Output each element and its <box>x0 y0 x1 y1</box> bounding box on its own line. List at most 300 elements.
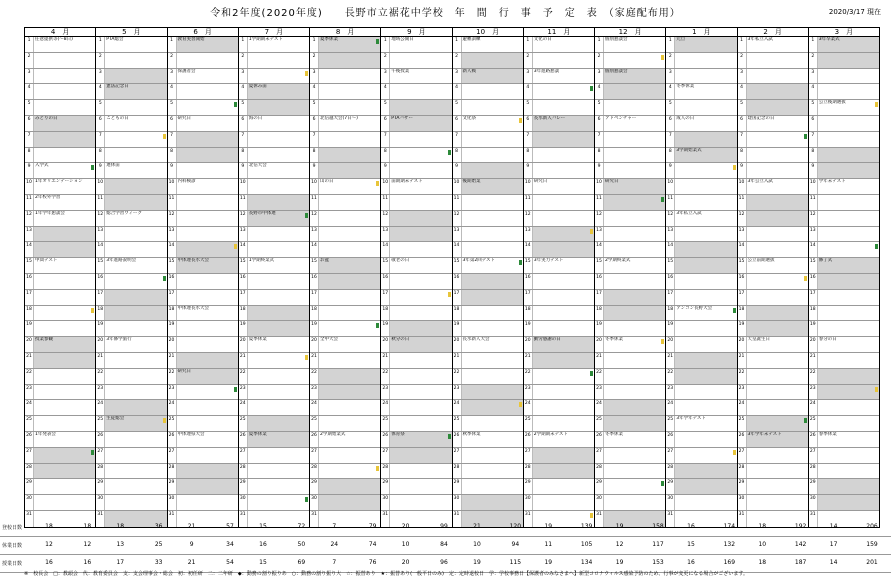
marker-icon <box>733 308 736 313</box>
day-number: 28 <box>168 464 177 479</box>
day-number: 25 <box>25 416 34 431</box>
day-number: 27 <box>168 448 177 463</box>
day-events <box>604 148 665 163</box>
day-number: 22 <box>666 369 675 384</box>
day-number: 24 <box>168 400 177 415</box>
day-row <box>453 337 523 353</box>
stats-value: 11 <box>544 541 553 548</box>
day-events <box>248 432 309 447</box>
day-row <box>524 211 594 227</box>
day-row <box>595 353 665 369</box>
month-column <box>168 28 239 527</box>
day-events <box>105 479 166 494</box>
event-text: お盆 <box>320 258 329 264</box>
day-row <box>738 400 808 416</box>
stats-value: 139 <box>580 523 593 530</box>
day-row <box>595 479 665 495</box>
day-number: 28 <box>453 464 462 479</box>
day-events <box>34 211 95 226</box>
day-number: 7 <box>809 132 818 147</box>
day-events <box>604 163 665 178</box>
day-number: 27 <box>524 448 533 463</box>
day-events <box>105 148 166 163</box>
day-number: 28 <box>524 464 533 479</box>
day-events <box>390 258 451 273</box>
day-row <box>168 416 238 432</box>
day-events <box>462 163 523 178</box>
day-events <box>319 53 380 68</box>
event-text: 全中大会 <box>320 337 338 343</box>
day-events <box>818 321 879 336</box>
day-number: 18 <box>96 306 105 321</box>
day-number: 5 <box>809 100 818 115</box>
day-row <box>453 321 523 337</box>
day-number: 7 <box>738 132 747 147</box>
day-events <box>177 274 238 289</box>
day-events <box>747 195 808 210</box>
day-row <box>809 84 879 100</box>
event-text: 保護者会 <box>177 68 196 74</box>
day-row <box>524 274 594 290</box>
day-number: 4 <box>453 84 462 99</box>
day-row <box>666 37 736 53</box>
day-number: 29 <box>524 479 533 494</box>
event-text: 公立後期選抜 <box>818 100 846 106</box>
day-number: 23 <box>239 385 248 400</box>
day-row <box>809 69 879 85</box>
day-events <box>390 148 451 163</box>
day-number: 22 <box>809 369 818 384</box>
day-row <box>239 321 309 337</box>
day-number: 18 <box>738 306 747 321</box>
day-number: 5 <box>666 100 675 115</box>
day-events <box>747 353 808 368</box>
day-events <box>533 84 594 99</box>
day-events <box>747 369 808 384</box>
day-number: 8 <box>381 148 390 163</box>
day-row <box>25 274 95 290</box>
day-events <box>462 242 523 257</box>
day-row <box>666 369 736 385</box>
day-events <box>604 416 665 431</box>
day-number: 7 <box>168 132 177 147</box>
day-events <box>675 416 736 431</box>
day-events <box>747 464 808 479</box>
day-row <box>809 179 879 195</box>
day-row <box>738 53 808 69</box>
event-text: 後期始業 <box>462 179 481 185</box>
day-number: 15 <box>96 258 105 273</box>
day-row <box>524 464 594 480</box>
day-row <box>666 100 736 116</box>
day-number: 27 <box>809 448 818 463</box>
day-events <box>747 432 808 447</box>
day-events <box>533 211 594 226</box>
day-number: 12 <box>666 211 675 226</box>
day-row <box>524 116 594 132</box>
day-number: 15 <box>666 258 675 273</box>
day-row <box>25 464 95 480</box>
day-number: 31 <box>381 511 390 527</box>
day-number: 6 <box>25 116 34 131</box>
day-events <box>604 385 665 400</box>
day-row <box>96 69 166 85</box>
day-number: 11 <box>25 195 34 210</box>
month-header: 10 月 <box>453 28 523 37</box>
day-number: 20 <box>381 337 390 352</box>
event-text: 3学期始業式 <box>676 147 702 153</box>
day-number: 4 <box>381 84 390 99</box>
day-events <box>105 69 166 84</box>
day-number: 26 <box>239 432 248 447</box>
day-number: 23 <box>809 385 818 400</box>
day-row <box>666 432 736 448</box>
stats-value: 16 <box>45 559 53 566</box>
day-row <box>381 69 451 85</box>
day-events <box>462 353 523 368</box>
day-number: 2 <box>381 53 390 68</box>
stats-value: 21 <box>473 523 481 530</box>
day-events <box>533 432 594 447</box>
day-events <box>319 227 380 242</box>
day-number: 27 <box>666 448 675 463</box>
day-row <box>453 400 523 416</box>
day-row <box>25 84 95 100</box>
day-number: 18 <box>666 306 675 321</box>
day-number: 18 <box>595 306 604 321</box>
day-row <box>96 416 166 432</box>
day-events <box>248 227 309 242</box>
stats-value: 158 <box>652 523 664 530</box>
day-number: 25 <box>595 416 604 431</box>
day-events <box>462 306 523 321</box>
day-number: 14 <box>96 242 105 257</box>
day-row <box>239 290 309 306</box>
day-row <box>453 211 523 227</box>
day-number: 2 <box>524 53 533 68</box>
stats-value: 69 <box>297 559 306 566</box>
day-number: 17 <box>25 290 34 305</box>
day-number: 15 <box>239 258 248 273</box>
day-events <box>248 163 309 178</box>
marker-icon <box>448 150 451 155</box>
day-events <box>177 416 238 431</box>
day-row <box>310 448 380 464</box>
day-number: 28 <box>809 464 818 479</box>
day-number: 20 <box>666 337 675 352</box>
day-events <box>319 432 380 447</box>
day-number: 31 <box>168 511 177 527</box>
day-row <box>809 116 879 132</box>
day-row <box>239 53 309 69</box>
day-events <box>319 495 380 510</box>
day-row <box>25 321 95 337</box>
day-row <box>239 242 309 258</box>
day-events <box>248 195 309 210</box>
day-row <box>310 211 380 227</box>
day-row <box>168 400 238 416</box>
day-number: 5 <box>738 100 747 115</box>
stats-label: 登校日数 <box>2 525 23 531</box>
event-text: 連休前 <box>106 163 120 169</box>
stats-value: 16 <box>83 559 92 566</box>
day-row <box>453 37 523 53</box>
day-number: 21 <box>453 353 462 368</box>
day-events <box>818 416 879 431</box>
day-number: 30 <box>168 495 177 510</box>
event-text: 3年第2回テスト <box>462 258 496 264</box>
day-events <box>390 84 451 99</box>
day-events <box>390 495 451 510</box>
day-number: 15 <box>168 258 177 273</box>
day-number: 13 <box>381 227 390 242</box>
day-number: 28 <box>310 464 319 479</box>
day-events <box>248 84 309 99</box>
day-number: 24 <box>239 400 248 415</box>
day-number: 19 <box>381 321 390 336</box>
day-row <box>239 211 309 227</box>
marker-icon <box>875 102 878 107</box>
stats-value: 117 <box>652 541 664 548</box>
marker-icon <box>91 165 94 170</box>
day-row <box>25 227 95 243</box>
day-row <box>453 432 523 448</box>
day-events <box>177 258 238 273</box>
day-number: 28 <box>381 464 390 479</box>
day-number: 7 <box>381 132 390 147</box>
day-events <box>533 369 594 384</box>
day-row <box>96 84 166 100</box>
event-text: 憲法記念日 <box>106 84 129 90</box>
day-number: 25 <box>453 416 462 431</box>
day-events <box>34 479 95 494</box>
day-events <box>604 84 665 99</box>
day-events <box>248 385 309 400</box>
day-number: 4 <box>25 84 34 99</box>
day-row <box>239 448 309 464</box>
day-row <box>168 148 238 164</box>
day-events <box>390 100 451 115</box>
day-events <box>675 337 736 352</box>
day-number: 3 <box>666 69 675 84</box>
day-number: 3 <box>595 69 604 84</box>
day-events <box>105 227 166 242</box>
day-row <box>381 479 451 495</box>
day-row <box>25 479 95 495</box>
day-number: 20 <box>809 337 818 352</box>
day-row <box>25 416 95 432</box>
day-number: 29 <box>595 479 604 494</box>
day-number: 21 <box>239 353 248 368</box>
day-events <box>604 479 665 494</box>
day-number: 4 <box>809 84 818 99</box>
day-number: 19 <box>25 321 34 336</box>
day-events <box>533 69 594 84</box>
day-row <box>666 353 736 369</box>
event-text: 新人戦 <box>462 68 476 74</box>
day-row <box>168 179 238 195</box>
day-events <box>818 479 879 494</box>
day-number: 18 <box>168 306 177 321</box>
day-row <box>809 53 879 69</box>
day-events <box>675 369 736 384</box>
event-text: 避難訓練 <box>462 37 481 42</box>
day-number: 30 <box>310 495 319 510</box>
day-number: 16 <box>524 274 533 289</box>
day-events <box>105 84 166 99</box>
day-number: 9 <box>666 163 675 178</box>
day-events <box>177 69 238 84</box>
day-number: 27 <box>595 448 604 463</box>
day-number: 10 <box>524 179 533 194</box>
day-row <box>168 163 238 179</box>
day-events <box>604 195 665 210</box>
day-row <box>310 432 380 448</box>
event-text: 修了式 <box>818 258 833 264</box>
day-row <box>381 306 451 322</box>
day-row <box>809 211 879 227</box>
day-row <box>595 385 665 401</box>
event-text: 中体連県大会 <box>177 431 205 437</box>
day-number: 3 <box>25 69 34 84</box>
day-row <box>168 306 238 322</box>
day-number: 29 <box>738 479 747 494</box>
day-number: 14 <box>595 242 604 257</box>
day-number: 11 <box>453 195 462 210</box>
day-row <box>25 400 95 416</box>
day-row <box>666 242 736 258</box>
day-events <box>34 69 95 84</box>
day-row <box>381 179 451 195</box>
day-events <box>34 400 95 415</box>
day-events <box>818 100 879 115</box>
day-events <box>604 227 665 242</box>
day-row <box>809 290 879 306</box>
stats-value: 20 <box>401 523 410 530</box>
day-number: 3 <box>524 69 533 84</box>
day-number: 12 <box>595 211 604 226</box>
day-number: 30 <box>738 495 747 510</box>
day-number: 6 <box>239 116 248 131</box>
day-row <box>168 227 238 243</box>
day-events <box>319 448 380 463</box>
day-row <box>381 211 451 227</box>
day-number: 25 <box>96 416 105 431</box>
day-number: 18 <box>809 306 818 321</box>
day-number: 25 <box>524 416 533 431</box>
event-text: 1年オリエンテーション <box>35 179 83 185</box>
event-text: 文化祭 <box>462 115 476 121</box>
day-number: 18 <box>239 306 248 321</box>
day-events <box>818 274 879 289</box>
day-number: 12 <box>738 211 747 226</box>
day-row <box>239 306 309 322</box>
day-number: 16 <box>239 274 248 289</box>
day-number: 31 <box>738 511 747 527</box>
stats-value: 96 <box>440 559 448 566</box>
day-row <box>809 274 879 290</box>
day-number: 24 <box>809 400 818 415</box>
day-number: 12 <box>25 211 34 226</box>
day-events <box>675 290 736 305</box>
day-row <box>381 100 451 116</box>
day-events <box>34 100 95 115</box>
day-number: 2 <box>25 53 34 68</box>
day-number: 22 <box>25 369 34 384</box>
event-text: 北信越大会(7日〜) <box>320 115 358 121</box>
day-events <box>319 69 380 84</box>
day-row <box>666 321 736 337</box>
day-row <box>310 416 380 432</box>
day-events <box>248 211 309 226</box>
day-row <box>239 163 309 179</box>
day-row <box>239 479 309 495</box>
day-row <box>96 400 166 416</box>
event-text: 夏休み前 <box>248 84 267 90</box>
event-text: 個別懇談会 <box>605 37 628 42</box>
day-row <box>96 290 166 306</box>
day-row <box>310 148 380 164</box>
day-row <box>168 274 238 290</box>
day-events <box>462 179 523 194</box>
day-events <box>248 290 309 305</box>
day-events <box>248 100 309 115</box>
day-events <box>533 37 594 52</box>
day-events <box>319 37 380 52</box>
day-row <box>595 258 665 274</box>
event-text: 前期期末テスト <box>391 179 423 185</box>
day-events <box>34 416 95 431</box>
stats-value: 187 <box>794 559 807 566</box>
day-number: 24 <box>96 400 105 415</box>
day-row <box>168 258 238 274</box>
day-row <box>453 69 523 85</box>
event-text: 冬季休業 <box>676 84 695 90</box>
day-row <box>809 258 879 274</box>
day-number: 21 <box>96 353 105 368</box>
day-events <box>177 464 238 479</box>
day-row <box>239 337 309 353</box>
day-number: 31 <box>239 511 248 527</box>
day-number: 20 <box>25 337 34 352</box>
day-row <box>666 258 736 274</box>
stats-value: 115 <box>509 559 522 566</box>
day-events <box>462 274 523 289</box>
day-events <box>818 179 879 194</box>
day-number: 12 <box>96 211 105 226</box>
day-number: 26 <box>666 432 675 447</box>
day-events <box>747 242 808 257</box>
stats-value: 50 <box>297 541 306 548</box>
day-events <box>390 242 451 257</box>
day-number: 1 <box>96 37 105 52</box>
stats-value: 19 <box>615 559 624 566</box>
day-events <box>177 227 238 242</box>
day-events <box>533 337 594 352</box>
day-row <box>96 148 166 164</box>
day-row <box>738 416 808 432</box>
day-events <box>390 179 451 194</box>
day-events <box>818 258 879 273</box>
day-number: 28 <box>25 464 34 479</box>
day-events <box>675 400 736 415</box>
day-number: 26 <box>524 432 533 447</box>
day-events <box>390 385 451 400</box>
day-number: 3 <box>453 69 462 84</box>
day-number: 27 <box>25 448 34 463</box>
day-row <box>168 337 238 353</box>
day-number: 31 <box>96 511 105 527</box>
